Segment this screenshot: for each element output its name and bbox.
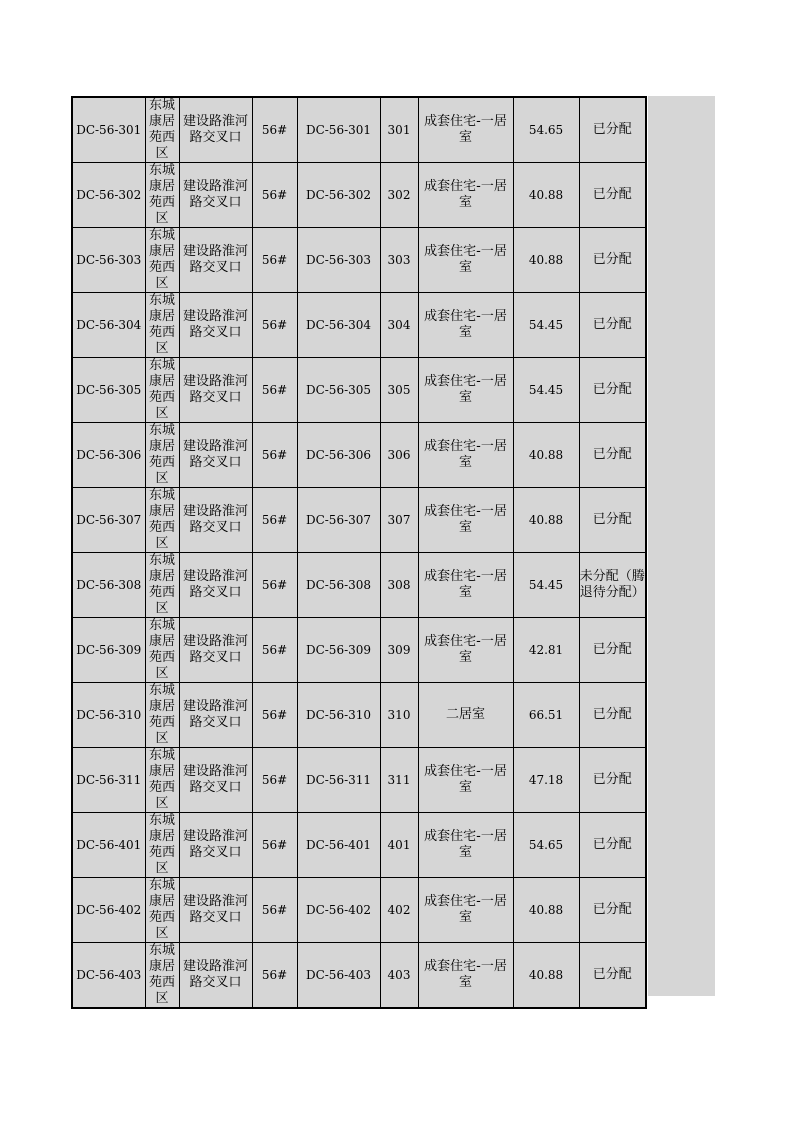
cell-house-no: DC-56-310 xyxy=(297,683,380,748)
cell-room: 301 xyxy=(380,97,418,163)
cell-house-no: DC-56-303 xyxy=(297,228,380,293)
cell-location: 建设路淮河路交叉口 xyxy=(179,163,252,228)
cell-area: 40.88 xyxy=(513,943,579,1009)
cell-district: 东城康居苑西区 xyxy=(145,358,179,423)
cell-code: DC-56-310 xyxy=(72,683,145,748)
cell-building: 56# xyxy=(252,358,297,423)
cell-type: 成套住宅-一居室 xyxy=(418,358,513,423)
cell-room: 305 xyxy=(380,358,418,423)
table-row xyxy=(72,683,646,748)
cell-location: 建设路淮河路交叉口 xyxy=(179,488,252,553)
cell-status: 已分配 xyxy=(579,943,646,1009)
cell-location: 建设路淮河路交叉口 xyxy=(179,748,252,813)
cell-building: 56# xyxy=(252,618,297,683)
cell-district: 东城康居苑西区 xyxy=(145,97,179,163)
cell-type: 二居室 xyxy=(418,683,513,748)
cell-type: 成套住宅-一居室 xyxy=(418,163,513,228)
table-row xyxy=(72,423,646,488)
cell-status: 已分配 xyxy=(579,878,646,943)
cell-location: 建设路淮河路交叉口 xyxy=(179,293,252,358)
cell-room: 302 xyxy=(380,163,418,228)
table-row xyxy=(72,293,646,358)
table-row xyxy=(72,228,646,293)
cell-house-no: DC-56-311 xyxy=(297,748,380,813)
cell-building: 56# xyxy=(252,943,297,1009)
cell-status: 已分配 xyxy=(579,488,646,553)
cell-type: 成套住宅-一居室 xyxy=(418,813,513,878)
cell-location: 建设路淮河路交叉口 xyxy=(179,618,252,683)
cell-code: DC-56-309 xyxy=(72,618,145,683)
cell-district: 东城康居苑西区 xyxy=(145,813,179,878)
cell-district: 东城康居苑西区 xyxy=(145,943,179,1009)
sheet-margin-background xyxy=(648,96,715,996)
cell-type: 成套住宅-一居室 xyxy=(418,488,513,553)
cell-code: DC-56-402 xyxy=(72,878,145,943)
cell-type: 成套住宅-一居室 xyxy=(418,748,513,813)
cell-type: 成套住宅-一居室 xyxy=(418,423,513,488)
housing-allocation-table xyxy=(71,96,647,1009)
cell-room: 309 xyxy=(380,618,418,683)
cell-room: 304 xyxy=(380,293,418,358)
cell-area: 54.45 xyxy=(513,293,579,358)
cell-area: 40.88 xyxy=(513,878,579,943)
cell-code: DC-56-403 xyxy=(72,943,145,1009)
cell-district: 东城康居苑西区 xyxy=(145,488,179,553)
cell-district: 东城康居苑西区 xyxy=(145,163,179,228)
cell-area: 40.88 xyxy=(513,423,579,488)
cell-room: 307 xyxy=(380,488,418,553)
cell-code: DC-56-308 xyxy=(72,553,145,618)
cell-code: DC-56-307 xyxy=(72,488,145,553)
cell-type: 成套住宅-一居室 xyxy=(418,878,513,943)
cell-location: 建设路淮河路交叉口 xyxy=(179,813,252,878)
cell-status: 已分配 xyxy=(579,358,646,423)
cell-building: 56# xyxy=(252,878,297,943)
cell-district: 东城康居苑西区 xyxy=(145,748,179,813)
cell-building: 56# xyxy=(252,228,297,293)
cell-type: 成套住宅-一居室 xyxy=(418,97,513,163)
table-row xyxy=(72,813,646,878)
table-row xyxy=(72,748,646,813)
cell-room: 401 xyxy=(380,813,418,878)
cell-district: 东城康居苑西区 xyxy=(145,618,179,683)
cell-status: 已分配 xyxy=(579,163,646,228)
cell-status: 未分配（腾退待分配） xyxy=(579,553,646,618)
cell-building: 56# xyxy=(252,813,297,878)
cell-area: 54.45 xyxy=(513,553,579,618)
cell-building: 56# xyxy=(252,748,297,813)
cell-room: 403 xyxy=(380,943,418,1009)
cell-status: 已分配 xyxy=(579,293,646,358)
cell-code: DC-56-306 xyxy=(72,423,145,488)
cell-code: DC-56-303 xyxy=(72,228,145,293)
cell-type: 成套住宅-一居室 xyxy=(418,553,513,618)
table-row xyxy=(72,943,646,1009)
cell-code: DC-56-305 xyxy=(72,358,145,423)
cell-house-no: DC-56-306 xyxy=(297,423,380,488)
cell-building: 56# xyxy=(252,488,297,553)
table-row xyxy=(72,97,646,163)
cell-house-no: DC-56-308 xyxy=(297,553,380,618)
cell-status: 已分配 xyxy=(579,683,646,748)
cell-house-no: DC-56-403 xyxy=(297,943,380,1009)
cell-district: 东城康居苑西区 xyxy=(145,293,179,358)
cell-room: 306 xyxy=(380,423,418,488)
table-row xyxy=(72,358,646,423)
cell-code: DC-56-301 xyxy=(72,97,145,163)
cell-room: 402 xyxy=(380,878,418,943)
cell-building: 56# xyxy=(252,683,297,748)
table-row xyxy=(72,878,646,943)
cell-house-no: DC-56-307 xyxy=(297,488,380,553)
cell-area: 42.81 xyxy=(513,618,579,683)
cell-room: 308 xyxy=(380,553,418,618)
cell-code: DC-56-401 xyxy=(72,813,145,878)
cell-status: 已分配 xyxy=(579,618,646,683)
cell-house-no: DC-56-309 xyxy=(297,618,380,683)
cell-house-no: DC-56-401 xyxy=(297,813,380,878)
cell-location: 建设路淮河路交叉口 xyxy=(179,683,252,748)
cell-house-no: DC-56-301 xyxy=(297,97,380,163)
cell-area: 54.65 xyxy=(513,813,579,878)
cell-area: 54.65 xyxy=(513,97,579,163)
cell-room: 303 xyxy=(380,228,418,293)
cell-type: 成套住宅-一居室 xyxy=(418,943,513,1009)
cell-location: 建设路淮河路交叉口 xyxy=(179,228,252,293)
cell-type: 成套住宅-一居室 xyxy=(418,618,513,683)
cell-area: 40.88 xyxy=(513,228,579,293)
cell-building: 56# xyxy=(252,97,297,163)
table-row xyxy=(72,488,646,553)
table-row xyxy=(72,163,646,228)
cell-building: 56# xyxy=(252,423,297,488)
cell-room: 310 xyxy=(380,683,418,748)
cell-building: 56# xyxy=(252,293,297,358)
cell-status: 已分配 xyxy=(579,748,646,813)
cell-location: 建设路淮河路交叉口 xyxy=(179,943,252,1009)
cell-district: 东城康居苑西区 xyxy=(145,228,179,293)
cell-location: 建设路淮河路交叉口 xyxy=(179,358,252,423)
cell-code: DC-56-311 xyxy=(72,748,145,813)
cell-district: 东城康居苑西区 xyxy=(145,553,179,618)
cell-house-no: DC-56-304 xyxy=(297,293,380,358)
cell-house-no: DC-56-302 xyxy=(297,163,380,228)
cell-location: 建设路淮河路交叉口 xyxy=(179,878,252,943)
cell-building: 56# xyxy=(252,163,297,228)
cell-district: 东城康居苑西区 xyxy=(145,423,179,488)
cell-room: 311 xyxy=(380,748,418,813)
cell-district: 东城康居苑西区 xyxy=(145,878,179,943)
cell-area: 54.45 xyxy=(513,358,579,423)
cell-location: 建设路淮河路交叉口 xyxy=(179,423,252,488)
cell-status: 已分配 xyxy=(579,423,646,488)
cell-status: 已分配 xyxy=(579,813,646,878)
cell-status: 已分配 xyxy=(579,97,646,163)
cell-area: 40.88 xyxy=(513,163,579,228)
table-row xyxy=(72,618,646,683)
cell-house-no: DC-56-305 xyxy=(297,358,380,423)
cell-type: 成套住宅-一居室 xyxy=(418,293,513,358)
cell-house-no: DC-56-402 xyxy=(297,878,380,943)
table-row xyxy=(72,553,646,618)
cell-type: 成套住宅-一居室 xyxy=(418,228,513,293)
cell-location: 建设路淮河路交叉口 xyxy=(179,97,252,163)
cell-code: DC-56-304 xyxy=(72,293,145,358)
cell-code: DC-56-302 xyxy=(72,163,145,228)
table-body xyxy=(72,97,646,1008)
cell-building: 56# xyxy=(252,553,297,618)
cell-location: 建设路淮河路交叉口 xyxy=(179,553,252,618)
cell-area: 40.88 xyxy=(513,488,579,553)
cell-status: 已分配 xyxy=(579,228,646,293)
cell-district: 东城康居苑西区 xyxy=(145,683,179,748)
cell-area: 66.51 xyxy=(513,683,579,748)
cell-area: 47.18 xyxy=(513,748,579,813)
